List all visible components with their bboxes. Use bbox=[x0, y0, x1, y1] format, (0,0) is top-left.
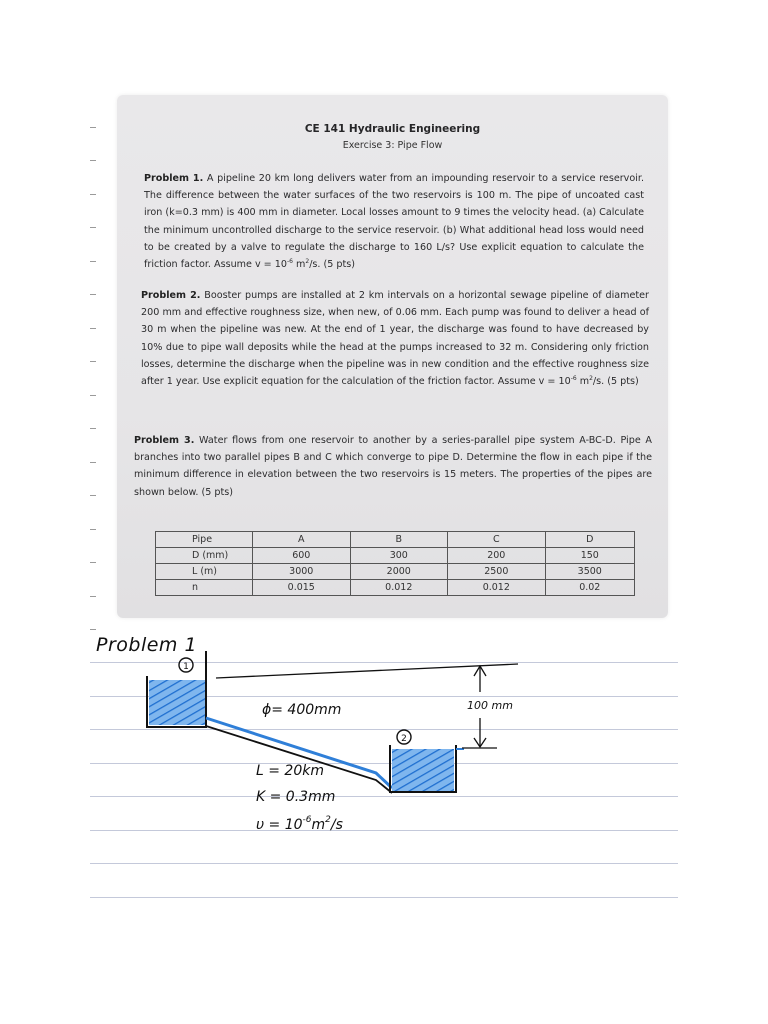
problem-2-text: Booster pumps are installed at 2 km intervals on a horizontal sewage pipeline of diameter 200 mm and effective roughness size, when new, of 0.06 mm. Each pump was found to deliver a head of 30 m when the pipeline was new. At the end of 1 year, the discharge was found to have decreased by 10% due to pipe wall deposits while the head at the pumps increased to 32 m. Considering only friction losses, determine the discharge when the pipeline was in new condition and the effective roughness size after 1 year. Use explicit equation for the calculation of the friction factor. Assume v = 10 bbox=[141, 290, 649, 388]
problem-3-text: Water flows from one reservoir to another by a series-parallel pipe system A-BC-D. Pipe A branches into two parallel pipes B and C which converge to pipe D. Determine the flow in each pipe if the minimum difference in elevation between the two reservoirs is 15 meters. The properties of the pipes are shown below. (5 pts) bbox=[134, 435, 652, 498]
table-cell: 200 bbox=[448, 548, 546, 564]
lower-reservoir-number: 2 bbox=[401, 734, 407, 744]
upper-reservoir bbox=[147, 651, 206, 727]
problem-2-unit: m bbox=[576, 376, 590, 388]
notes-title: Problem 1 bbox=[96, 634, 198, 656]
table-cell: 150 bbox=[545, 548, 634, 564]
problem-1-tail: /s. (5 pts) bbox=[309, 259, 356, 271]
viscosity-unit: m bbox=[311, 817, 326, 833]
table-cell: L (m) bbox=[156, 564, 253, 580]
table-cell: 300 bbox=[350, 548, 448, 564]
table-header-cell: Pipe bbox=[156, 532, 253, 548]
lower-reservoir bbox=[390, 730, 464, 792]
table-cell: 2000 bbox=[350, 564, 448, 580]
table-cell: 0.012 bbox=[350, 580, 448, 596]
problem-1-text: A pipeline 20 km long delivers water from an impounding reservoir to a service reservoir. The difference between the water surfaces of the two reservoirs is 100 m. The pipe of uncoated cast iron (k=0.3 mm) is 400 mm in diameter. Local losses amount to 9 times the velocity head. (a) Calculate the minimum uncontrolled discharge to the service reservoir. (b) What additional head loss would need to be created by a valve to regulate the discharge to 160 L/s? Use explicit equation to calculate the friction factor. Assume v = 10 bbox=[144, 173, 644, 271]
table-cell: n bbox=[156, 580, 253, 596]
exercise-title: Exercise 3: Pipe Flow bbox=[342, 140, 443, 151]
table-cell: 3000 bbox=[253, 564, 351, 580]
lower-reservoir-water bbox=[392, 749, 454, 791]
problem-2-unit-exponent: 2 bbox=[589, 374, 593, 382]
viscosity-unit-exponent: 2 bbox=[325, 815, 331, 825]
length-label: L = 20km bbox=[256, 763, 324, 779]
course-title: CE 141 Hydraulic Engineering bbox=[304, 123, 481, 135]
table-cell: 0.015 bbox=[253, 580, 351, 596]
table-header-cell: C bbox=[448, 532, 546, 548]
problem-2-exponent: -6 bbox=[570, 374, 577, 382]
problem-3-label: Problem 3. bbox=[134, 435, 195, 446]
table-cell: 3500 bbox=[545, 564, 634, 580]
pipeline-wall bbox=[206, 726, 392, 793]
problem-1-exponent: -6 bbox=[286, 257, 293, 265]
upper-reservoir-number: 1 bbox=[183, 662, 189, 672]
problem-2-tail: /s. (5 pts) bbox=[592, 376, 639, 388]
viscosity-label bbox=[256, 815, 343, 833]
head-difference-label: 100 mm bbox=[467, 699, 513, 712]
table-cell: D (mm) bbox=[156, 548, 253, 564]
table-cell: 0.012 bbox=[448, 580, 546, 596]
table-header-cell: A bbox=[253, 532, 351, 548]
roughness-label: K = 0.3mm bbox=[256, 789, 336, 805]
table-cell: 2500 bbox=[448, 564, 546, 580]
upper-water-level-line bbox=[216, 664, 518, 678]
viscosity-base: υ = 10 bbox=[256, 817, 303, 833]
table-cell: 600 bbox=[253, 548, 351, 564]
table-header-cell: B bbox=[350, 532, 448, 548]
problem-1-unit-exponent: 2 bbox=[305, 257, 310, 265]
viscosity-tail: /s bbox=[330, 817, 343, 833]
problem-1-label: Problem 1. bbox=[144, 173, 204, 184]
table-cell: 0.02 bbox=[545, 580, 634, 596]
table-header-cell: D bbox=[545, 532, 634, 548]
problem-1-unit: m bbox=[292, 259, 306, 271]
upper-reservoir-water bbox=[149, 680, 205, 725]
viscosity-exponent: -6 bbox=[302, 815, 312, 825]
diameter-label: ϕ= 400mm bbox=[262, 702, 342, 718]
problem-2-label: Problem 2. bbox=[141, 290, 201, 301]
